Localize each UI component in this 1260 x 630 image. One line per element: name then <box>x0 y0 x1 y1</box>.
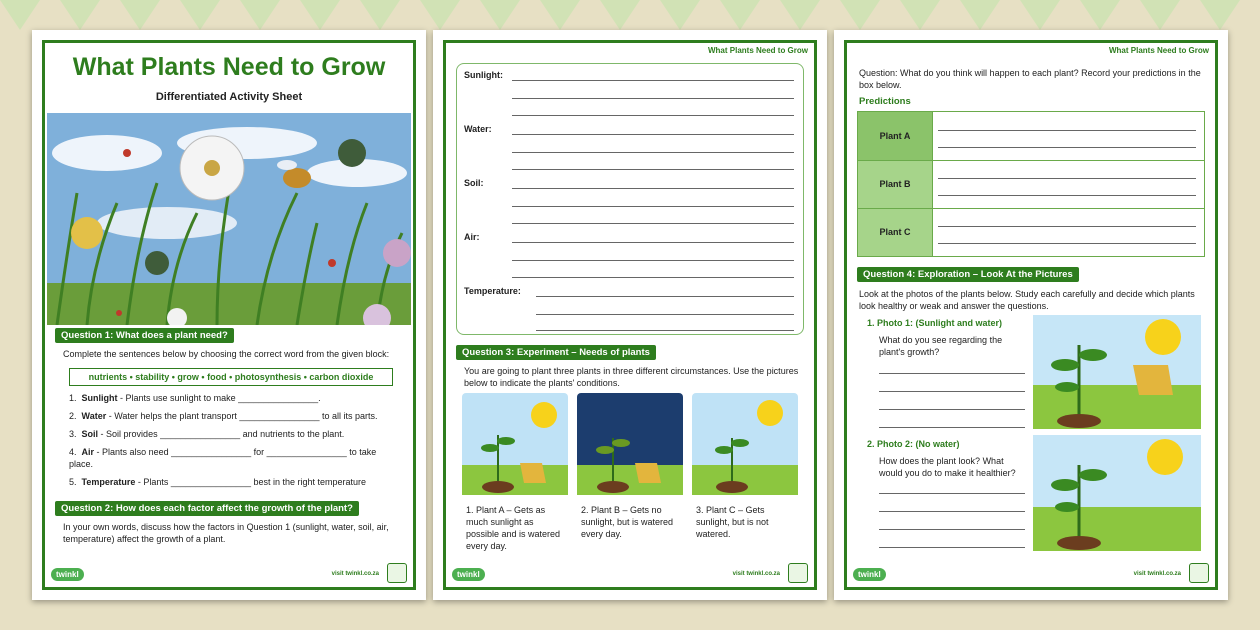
twinkl-logo: twinkl <box>452 568 485 581</box>
photo-2-illustration <box>1033 435 1201 551</box>
item-number: 2. <box>581 505 589 515</box>
sentence-item-3 <box>69 428 399 440</box>
footer-url: visit twinkl.co.za <box>331 571 379 577</box>
factor-label-temperature: Temperature: <box>464 286 521 296</box>
question-1-instruction: Complete the sentences below by choosing the correct word from the given block: <box>63 349 390 359</box>
item-text: - Plants ________________ best in the right temperature <box>135 477 367 487</box>
sentence-item-5 <box>69 476 399 488</box>
curriculum-badge <box>788 563 808 583</box>
item-text: Plant C – Gets sunlight, but is not watered. <box>696 505 769 539</box>
row-label-plant-c: Plant C <box>858 208 932 256</box>
question-4-heading: Question 4: Exploration – Look At the Pictures <box>857 267 1079 282</box>
page-border <box>443 40 817 590</box>
photo-1-title: 1. Photo 1: (Sunlight and water) <box>867 318 1002 328</box>
twinkl-logo: twinkl <box>51 568 84 581</box>
curriculum-badge <box>387 563 407 583</box>
footer-url: visit twinkl.co.za <box>1133 571 1181 577</box>
page-border <box>42 40 416 590</box>
plant-a-illustration <box>462 393 568 495</box>
worksheet-page-1 <box>32 30 426 600</box>
item-number: 2. <box>69 411 77 421</box>
predictions-label: Predictions <box>859 96 911 107</box>
plant-c-description <box>696 504 796 540</box>
plant-a-description <box>466 504 566 552</box>
sentence-item-1 <box>69 392 399 404</box>
twinkl-logo: twinkl <box>853 568 886 581</box>
item-text: - Plants also need ________________ for ________________ to take place. <box>69 447 377 469</box>
item-text: Plant B – Gets no sunlight, but is watered every day. <box>581 505 674 539</box>
photo-2-title: 2. Photo 2: (No water) <box>867 439 960 449</box>
photo-1-question: What do you see regarding the plant's growth? <box>879 335 1003 357</box>
item-number: 1. <box>69 393 77 403</box>
item-number: 5. <box>69 477 77 487</box>
plant-b-illustration <box>577 393 683 495</box>
item-term: Temperature <box>81 477 136 487</box>
photo-1-illustration <box>1033 315 1201 429</box>
item-number: 1. <box>466 505 474 515</box>
question-1-heading: Question 1: What does a plant need? <box>55 328 234 343</box>
item-term: Air <box>81 447 95 457</box>
question-2-text: In your own words, discuss how the factors in Question 1 (sunlight, water, soil, air, temperature) affect the growth of a plant. <box>63 522 389 544</box>
question-2-heading: Question 2: How does each factor affect the growth of the plant? <box>55 501 359 516</box>
page-header: What Plants Need to Grow <box>707 46 808 55</box>
question-4-text: Look at the photos of the plants below. Study each carefully and decide which plants look healthy or weak and answer the questions. <box>859 289 1195 311</box>
page-header: What Plants Need to Grow <box>1108 46 1209 55</box>
row-label-plant-a: Plant A <box>858 112 932 160</box>
question-3-text: You are going to plant three plants in three different circumstances. Use the pictures below to indicate the plants' conditions. <box>464 366 799 388</box>
factor-label-soil: Soil: <box>464 178 484 188</box>
item-number: 3. <box>69 429 77 439</box>
worksheet-page-3 <box>834 30 1228 600</box>
row-label-plant-b: Plant B <box>858 160 932 208</box>
item-text: - Soil provides ________________ and nutrients to the plant. <box>98 429 345 439</box>
sentence-item-2 <box>69 410 399 422</box>
curriculum-badge <box>1189 563 1209 583</box>
photo-2-question: How does the plant look? What would you do to make it healthier? <box>879 456 1016 478</box>
predictions-question: Question: What do you think will happen to each plant? Record your predictions in the box below. <box>859 68 1201 90</box>
item-term: Soil <box>81 429 99 439</box>
item-term: Water <box>81 411 107 421</box>
page-subtitle: Differentiated Activity Sheet <box>155 91 303 103</box>
factor-label-sunlight: Sunlight: <box>464 70 503 80</box>
footer-url: visit twinkl.co.za <box>732 571 780 577</box>
factor-label-air: Air: <box>464 232 480 242</box>
predictions-table <box>857 111 1205 257</box>
meadow-illustration <box>47 113 411 325</box>
page-border <box>844 40 1218 590</box>
worksheet-page-2 <box>433 30 827 600</box>
sentence-item-4 <box>69 446 399 470</box>
word-bank: nutrients • stability • grow • food • photosynthesis • carbon dioxide <box>69 368 393 386</box>
item-number: 3. <box>696 505 704 515</box>
item-term: Sunlight <box>81 393 118 403</box>
factor-label-water: Water: <box>464 124 492 134</box>
plant-c-illustration <box>692 393 798 495</box>
item-number: 4. <box>69 447 77 457</box>
item-text: Plant A – Gets as much sunlight as possible and is watered every day. <box>466 505 561 551</box>
plant-b-description <box>581 504 681 540</box>
question-3-heading: Question 3: Experiment – Needs of plants <box>456 345 656 360</box>
item-text: - Plants use sunlight to make ________________. <box>117 393 321 403</box>
item-text: - Water helps the plant transport ________________ to all its parts. <box>106 411 378 421</box>
page-title: What Plants Need to Grow <box>72 53 386 81</box>
